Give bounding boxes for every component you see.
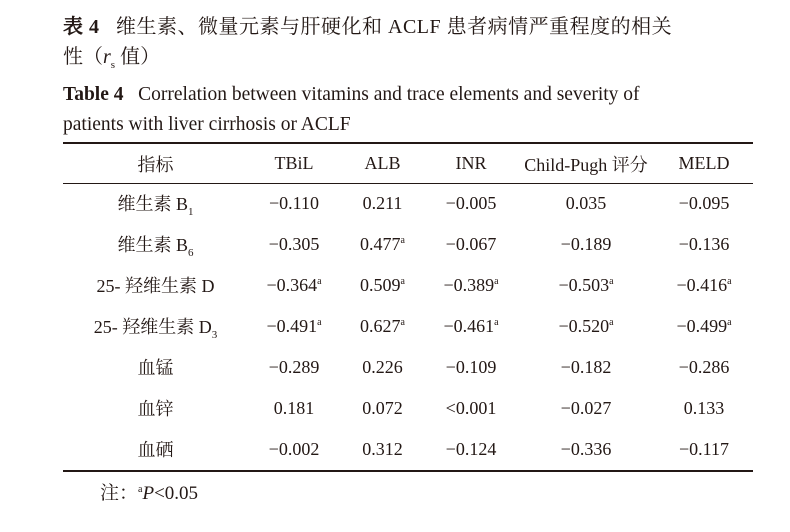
- footnote-marker: a: [138, 484, 143, 495]
- row-label-subscript: 1: [188, 205, 194, 218]
- table-cell: [425, 388, 517, 429]
- row-label-text: 维生素 B: [117, 234, 188, 255]
- cell-value: 0.181: [273, 398, 315, 418]
- cell-value: −0.520: [558, 316, 610, 336]
- table-cell: [248, 224, 340, 265]
- table-cell: [340, 224, 425, 265]
- column-header: ALB: [364, 153, 401, 173]
- table-cell: [248, 306, 340, 347]
- cell-value: 0.211: [362, 193, 403, 213]
- cell-value: <0.001: [445, 398, 497, 418]
- table-cell: [517, 388, 655, 429]
- footnote-prefix: 注：: [100, 483, 139, 504]
- cell-value: −0.005: [445, 193, 497, 213]
- cell-value: −0.182: [560, 357, 612, 377]
- cell-value: −0.110: [269, 193, 319, 213]
- cell-value: 0.035: [565, 193, 607, 213]
- caption-r-subscript: s: [110, 59, 116, 71]
- cell-value: 0.072: [362, 398, 403, 418]
- significance-marker: a: [727, 276, 732, 287]
- row-label-subscript: 3: [211, 328, 218, 341]
- table-cell: [655, 306, 753, 347]
- table-cell: [655, 347, 753, 388]
- significance-marker: a: [317, 276, 322, 287]
- table-header-row: [63, 144, 753, 183]
- table-cell: [340, 388, 425, 429]
- row-label: [63, 347, 248, 388]
- table-cell: [425, 306, 517, 347]
- cell-value: −0.109: [445, 357, 497, 377]
- cell-value: −0.189: [560, 234, 612, 254]
- significance-marker: a: [727, 317, 732, 328]
- table-cell: [340, 265, 425, 306]
- correlation-table: [63, 144, 753, 470]
- table-row: [63, 429, 753, 470]
- cell-value: −0.286: [678, 357, 730, 377]
- row-label: [63, 224, 248, 265]
- table-cell: [425, 347, 517, 388]
- row-label: [63, 306, 248, 347]
- row-label: [63, 388, 248, 429]
- cell-value: −0.364: [266, 275, 318, 295]
- table-cell: [340, 429, 425, 470]
- cell-value: −0.491: [266, 316, 318, 336]
- cell-value: 0.133: [683, 398, 725, 418]
- table-cell: [517, 347, 655, 388]
- caption-text: 值）: [115, 46, 161, 68]
- table-title-en: Correlation between vitamins and trace elements and severity of: [138, 84, 640, 105]
- cell-value: −0.416: [676, 275, 728, 295]
- caption-text: 性（: [63, 46, 103, 68]
- table-row: [63, 388, 753, 429]
- cell-value: −0.117: [679, 439, 729, 459]
- cell-value: −0.499: [676, 316, 728, 336]
- table-cell: [655, 429, 753, 470]
- table-footnote: [100, 478, 198, 505]
- column-header: INR: [455, 153, 487, 173]
- table-cell: [425, 183, 517, 224]
- footnote-p-symbol: P: [142, 483, 155, 504]
- row-label-subscript: 6: [188, 246, 194, 259]
- table-row: [63, 265, 753, 306]
- row-label: [63, 265, 248, 306]
- row-label-text: 25- 羟维生素 D: [96, 275, 215, 296]
- cell-value: −0.002: [268, 439, 320, 459]
- table-cell: [248, 265, 340, 306]
- column-header: MELD: [678, 153, 730, 173]
- table-caption-cn-line2: [63, 42, 160, 80]
- caption-text: patients with liver cirrhosis or ACLF: [63, 114, 351, 135]
- row-label-text: 血锰: [137, 357, 174, 378]
- footnote-text: <0.05: [154, 483, 199, 504]
- significance-marker: a: [494, 317, 499, 328]
- table-cell: [655, 265, 753, 306]
- row-label-text: 维生素 B: [117, 193, 188, 214]
- table-row: [63, 306, 753, 347]
- cell-value: 0.509: [360, 275, 401, 295]
- cell-value: 0.627: [360, 316, 401, 336]
- significance-marker: a: [317, 317, 322, 328]
- significance-marker: a: [400, 276, 405, 287]
- row-label-text: 血锌: [137, 398, 174, 419]
- bottom-rule: [63, 470, 753, 472]
- table-cell: [425, 429, 517, 470]
- table-cell: [340, 306, 425, 347]
- significance-marker: a: [609, 317, 614, 328]
- table-cell: [517, 306, 655, 347]
- table-title-cn: 维生素、微量元素与肝硬化和 ACLF 患者病情严重程度的相关: [116, 16, 673, 38]
- column-header: 指标: [137, 154, 174, 175]
- cell-value: 0.477: [360, 234, 401, 254]
- table-cell: [655, 388, 753, 429]
- significance-marker: a: [609, 276, 614, 287]
- significance-marker: a: [400, 317, 405, 328]
- cell-value: 0.226: [362, 357, 403, 377]
- table-cell: [248, 347, 340, 388]
- cell-value: −0.027: [560, 398, 612, 418]
- table-cell: [248, 183, 340, 224]
- row-label: [63, 183, 248, 224]
- table-row: [63, 183, 753, 224]
- table-caption-en-line2: [63, 110, 351, 140]
- table-row: [63, 224, 753, 265]
- table-cell: [340, 183, 425, 224]
- significance-marker: a: [494, 276, 499, 287]
- table-cell: [425, 224, 517, 265]
- table-label-en: Table 4: [63, 84, 124, 105]
- table-cell: [655, 183, 753, 224]
- table-row: [63, 347, 753, 388]
- cell-value: −0.136: [678, 234, 730, 254]
- table-cell: [655, 224, 753, 265]
- table-cell: [340, 347, 425, 388]
- table-cell: [248, 429, 340, 470]
- table-cell: [517, 183, 655, 224]
- row-label-text: 25- 羟维生素 D: [93, 316, 212, 337]
- cell-value: −0.461: [443, 316, 495, 336]
- row-label: [63, 429, 248, 470]
- column-header: TBiL: [274, 153, 314, 173]
- table-caption-en-line1: [63, 80, 640, 110]
- cell-value: −0.503: [558, 275, 610, 295]
- table-cell: [517, 224, 655, 265]
- cell-value: −0.095: [678, 193, 730, 213]
- significance-marker: a: [400, 235, 405, 246]
- table-caption-cn-line1: [63, 12, 672, 42]
- cell-value: −0.389: [443, 275, 495, 295]
- row-label-text: 血硒: [137, 439, 174, 460]
- table-cell: [248, 388, 340, 429]
- table-cell: [425, 265, 517, 306]
- caption-r-symbol: r: [103, 46, 111, 68]
- cell-value: −0.336: [560, 439, 612, 459]
- table-cell: [517, 429, 655, 470]
- column-header: Child-Pugh 评分: [524, 154, 648, 175]
- table-cell: [517, 265, 655, 306]
- cell-value: −0.289: [268, 357, 320, 377]
- cell-value: −0.305: [268, 234, 320, 254]
- table-label-cn: 表 4: [63, 16, 100, 38]
- cell-value: −0.067: [445, 234, 497, 254]
- cell-value: 0.312: [362, 439, 403, 459]
- cell-value: −0.124: [445, 439, 497, 459]
